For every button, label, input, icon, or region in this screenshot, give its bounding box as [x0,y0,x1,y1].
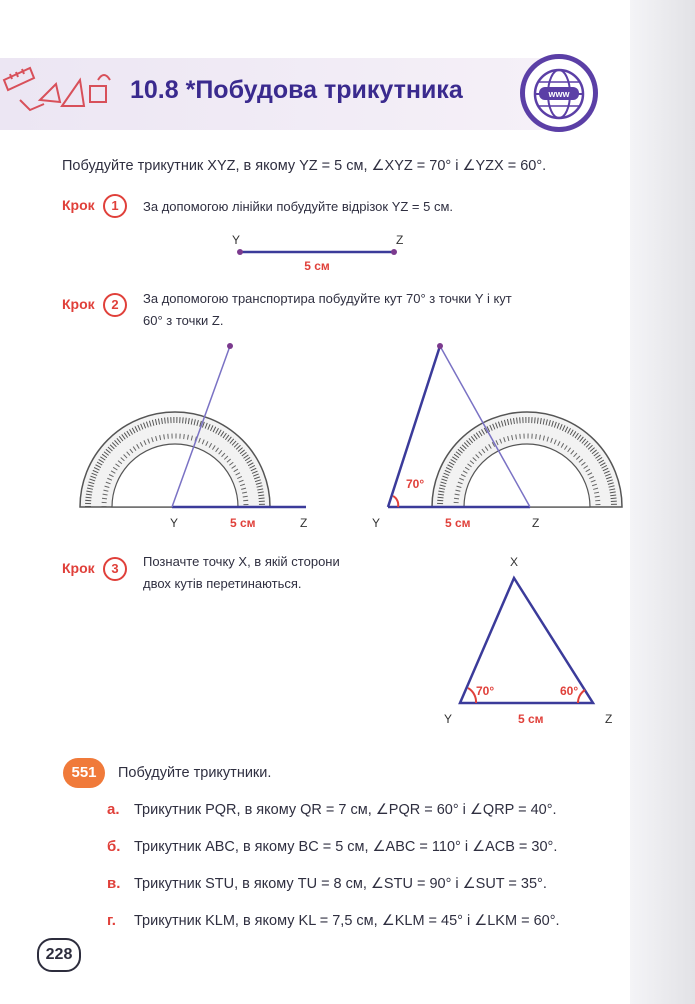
item-text-b: Трикутник ABC, в якому BC = 5 см, ∠ABC = 110° і ∠ACB = 30°. [134,839,558,855]
t-label-x: X [510,555,519,569]
step-3-number: 3 [103,557,127,581]
t-label-z: Z [605,712,613,726]
step-1-label: Крок [62,197,95,213]
item-label-g: г. [107,912,116,929]
p2-label-z: Z [532,516,540,530]
point-y [237,249,243,255]
length-label: 5 см [304,259,330,273]
step-3-text-line2: двох кутів перетинаються. [143,576,302,591]
t-length: 5 см [518,712,544,726]
item-label-v: в. [107,875,121,892]
protractor-diagram-right [370,330,640,540]
exercise-prompt: Побудуйте трикутники. [118,765,272,781]
globe-icon[interactable] [531,66,587,122]
step-1-number: 1 [103,194,127,218]
p1-length: 5 см [230,516,256,530]
intro-text: Побудуйте трикутник XYZ, в якому YZ = 5 см, ∠XYZ = 70° і ∠YZX = 60°. [62,158,547,174]
t-angle-z: 60° [560,684,579,698]
p2-length: 5 см [445,516,471,530]
item-label-b: б. [107,838,121,855]
exercise-number-badge: 551 [63,758,105,788]
p1-label-z: Z [300,516,308,530]
p1-label-y: Y [170,516,179,530]
step-1-text: За допомогою лінійки побудуйте відрізок YZ = 5 см. [143,199,454,214]
t-label-y: Y [444,712,453,726]
item-text-v: Трикутник STU, в якому TU = 8 см, ∠STU = 90° і ∠SUT = 35°. [134,876,547,892]
p2-angle: 70° [406,477,425,491]
step-2-text-line1: За допомогою транспортира побудуйте кут 70° з точки Y і кут [143,291,512,306]
item-label-a: а. [107,801,120,818]
triangle-xyz-diagram [440,548,630,738]
protractor-diagram-left [60,330,330,540]
label-z: Z [396,233,404,247]
item-text-g: Трикутник KLM, в якому KL = 7,5 см, ∠KLM = 45° і ∠LKM = 60°. [134,913,560,929]
page-title: 10.8 *Побудова трикутника [130,76,463,104]
page-number: 228 [37,938,81,972]
p2-label-y: Y [372,516,381,530]
step-3-text-line1: Позначте точку X, в якій сторони [143,554,340,569]
label-y: Y [232,233,241,247]
step-1-segment-diagram [220,228,420,278]
point-z [391,249,397,255]
step-2-text-line2: 60° з точки Z. [143,313,224,328]
t-angle-y: 70° [476,684,495,698]
step-3-label: Крок [62,560,95,576]
item-text-a: Трикутник PQR, в якому QR = 7 см, ∠PQR = 60° і ∠QRP = 40°. [134,802,557,818]
geometry-tools-icon [0,60,125,130]
www-label: www [548,89,570,99]
step-2-label: Крок [62,296,95,312]
step-2-number: 2 [103,293,127,317]
